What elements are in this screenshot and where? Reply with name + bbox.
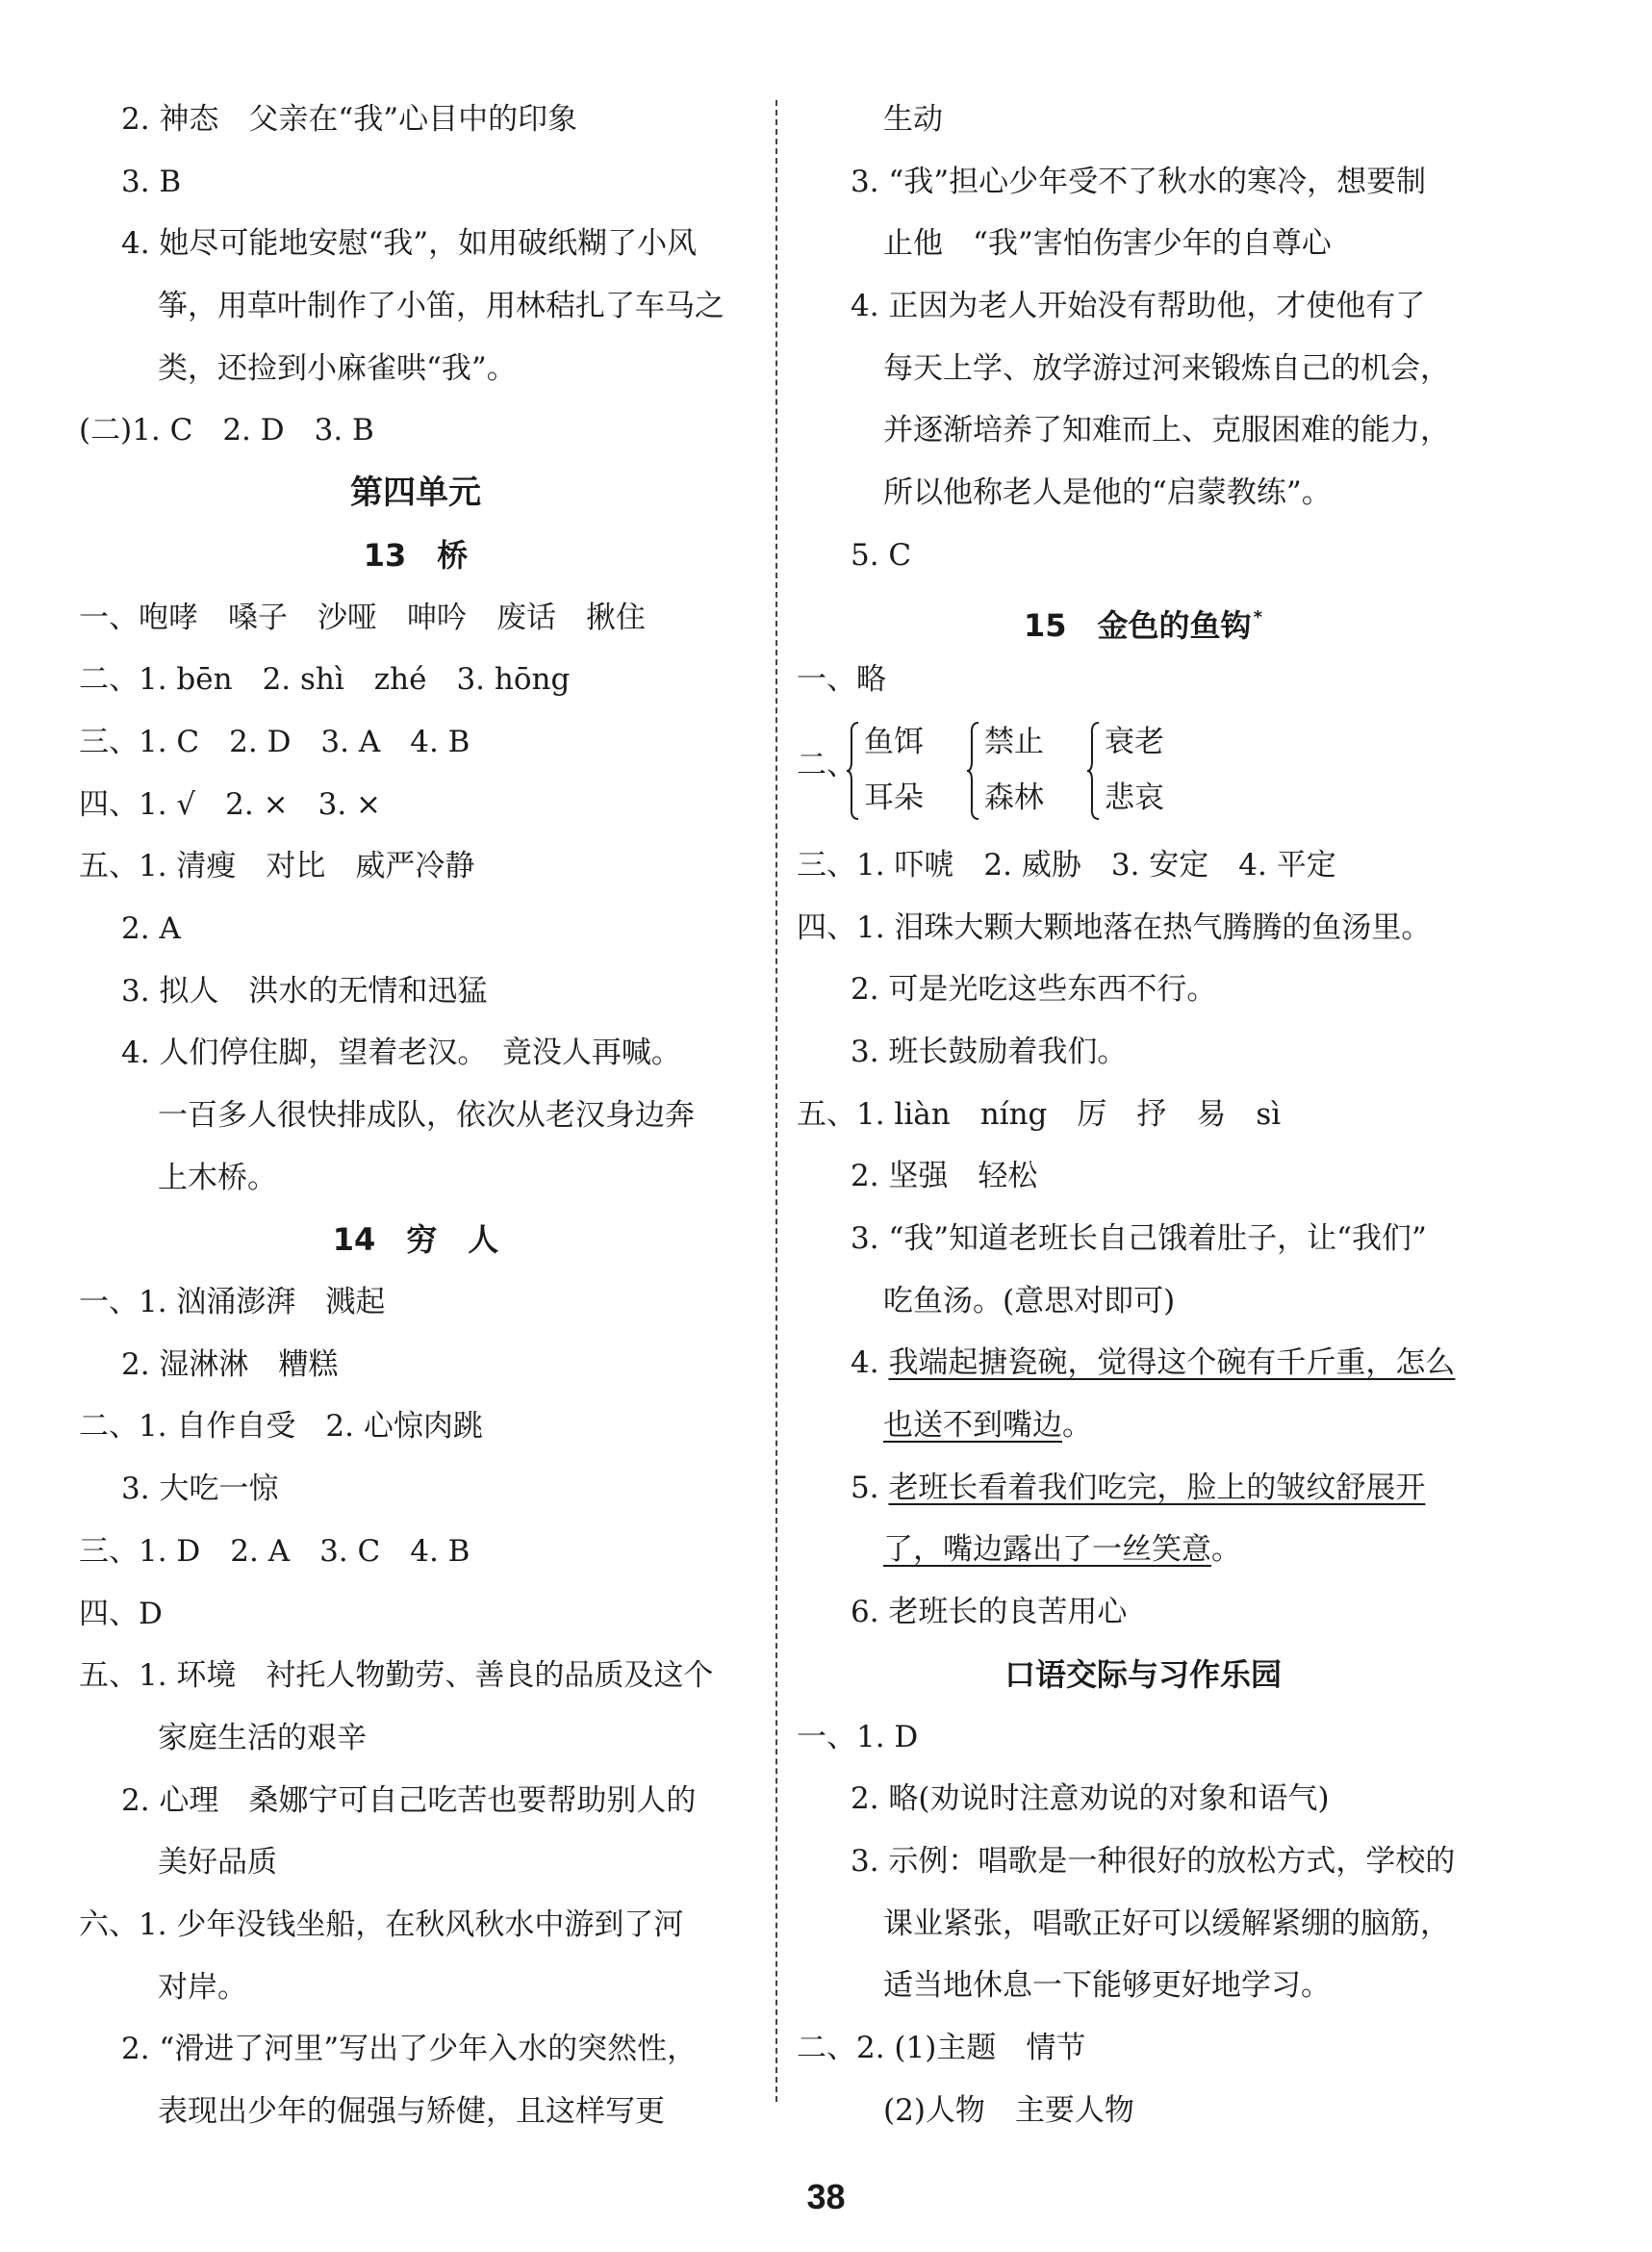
answer-line: 美好品质 — [158, 1845, 277, 1881]
answer-line: 4. 正因为老人开始没有帮助他，才使他有了 — [851, 289, 1426, 324]
section-heading — [79, 462, 752, 525]
answer-line: 五、1. liàn níng 厉 抒 易 sì — [797, 1096, 1282, 1132]
answer-line: 2. 可是光吃这些东西不行。 — [851, 972, 1217, 1008]
answer-line: 5. C — [851, 537, 912, 573]
answer-line: 一百多人很快排成队，依次从老汉身边奔 — [158, 1098, 695, 1133]
answer-line: 2. 略(劝说时注意劝说的对象和语气) — [851, 1781, 1330, 1817]
heading-asterisk: * — [1253, 606, 1262, 627]
answer-line: 2. 神态 父亲在“我”心目中的印象 — [121, 102, 578, 137]
answer-line: 筝，用草叶制作了小笛，用林秸扎了车马之 — [158, 289, 724, 324]
answer-line: 表现出少年的倔强与矫健，且这样写更 — [158, 2094, 665, 2129]
answer-line: 三、1. D 2. A 3. C 4. B — [79, 1533, 470, 1569]
answer-line: 并逐渐培养了知难而上、克服困难的能力， — [883, 413, 1450, 448]
answer-line: 二、1. bēn 2. shì zhé 3. hōng — [79, 662, 571, 698]
answer-line: 4. 人们停住脚，望着老汉。 竟没人再喊。 — [121, 1036, 681, 1071]
answer-line — [797, 1395, 1489, 1457]
section-heading-text: 15 金色的鱼钩 — [1024, 606, 1252, 644]
answer-line: 一、1. 汹涌澎湃 溅起 — [79, 1285, 386, 1320]
answer-line: 六、1. 少年没钱坐船，在秋风秋水中游到了河 — [79, 1907, 684, 1942]
brace-word: 森林 — [984, 780, 1044, 815]
brace-row-label: 二、 — [797, 747, 856, 782]
curly-brace-icon — [845, 715, 860, 827]
answer-line: (二)1. C 2. D 3. B — [79, 413, 374, 448]
answer-line: 五、1. 环境 衬托人物勤劳、善良的品质及这个 — [79, 1658, 714, 1694]
answer-line: 三、1. 吓唬 2. 威胁 3. 安定 4. 平定 — [797, 847, 1336, 883]
answer-line: 所以他称老人是他的“启蒙教练”。 — [883, 475, 1332, 511]
answer-line: 3. 班长鼓励着我们。 — [851, 1034, 1128, 1069]
section-heading-text: 第四单元 — [350, 473, 481, 513]
brace-answer-row — [797, 715, 1489, 829]
answer-line: 二、2. (1)主题 情节 — [797, 2030, 1086, 2065]
underlined-answer-text: 老班长看着我们吃完，脸上的皱纹舒展开 — [888, 1470, 1426, 1505]
answer-line: 2. “滑进了河里”写出了少年入水的突然性， — [121, 2032, 698, 2067]
answer-line: 对岸。 — [158, 1969, 247, 2005]
answer-line: 一、1. D — [797, 1719, 919, 1754]
answer-line: 五、1. 清瘦 对比 威严冷静 — [79, 849, 475, 884]
underlined-answer-text: 也送不到嘴边 — [883, 1408, 1062, 1444]
answer-line: 上木桥。 — [158, 1160, 277, 1195]
curly-brace-icon — [1085, 715, 1101, 827]
answer-number: 4. — [851, 1345, 889, 1381]
answer-number: 5. — [851, 1470, 889, 1505]
answer-line: 止他 “我”害怕伤害少年的自尊心 — [883, 226, 1332, 262]
brace-word: 禁止 — [984, 724, 1044, 759]
answer-line: 类，还捡到小麻雀哄“我”。 — [158, 350, 517, 386]
answer-line: 3. 拟人 洪水的无情和迅猛 — [121, 973, 488, 1009]
section-heading-text: 13 桥 — [363, 536, 469, 574]
section-heading — [797, 1644, 1489, 1706]
answer-line: 四、1. 泪珠大颗大颗地落在热气腾腾的鱼汤里。 — [797, 909, 1432, 945]
section-heading-text: 口语交际与习作乐园 — [1004, 1655, 1282, 1693]
answer-line: (2)人物 主要人物 — [883, 2092, 1134, 2128]
answer-line: 一、咆哮 嗓子 沙哑 呻吟 废话 揪住 — [79, 600, 646, 635]
answer-punctuation: 。 — [1062, 1408, 1092, 1444]
left-column — [79, 89, 752, 2143]
answer-line: 一、略 — [797, 662, 886, 698]
answer-line: 家庭生活的艰辛 — [158, 1720, 367, 1755]
underlined-answer-text: 我端起搪瓷碗，觉得这个碗有千斤重，怎么 — [888, 1345, 1456, 1381]
section-heading — [79, 525, 752, 587]
answer-punctuation: 。 — [1211, 1532, 1241, 1568]
answer-line — [797, 1519, 1489, 1581]
answer-line: 2. 湿淋淋 糟糕 — [121, 1346, 339, 1382]
answer-line: 三、1. C 2. D 3. A 4. B — [79, 724, 470, 759]
answer-line: 四、1. √ 2. × 3. × — [79, 786, 381, 822]
column-divider — [775, 100, 777, 2102]
answer-line: 二、1. 自作自受 2. 心惊肉跳 — [79, 1409, 483, 1445]
brace-word: 耳朵 — [864, 780, 924, 815]
section-heading — [797, 587, 1489, 650]
right-column — [797, 89, 1489, 2141]
answer-line — [797, 1332, 1489, 1395]
curly-brace-icon — [965, 715, 980, 827]
answer-line: 3. 示例：唱歌是一种很好的放松方式，学校的 — [851, 1843, 1456, 1879]
brace-word: 悲哀 — [1105, 780, 1164, 815]
brace-word: 衰老 — [1105, 724, 1164, 759]
answer-line: 4. 她尽可能地安慰“我”，如用破纸糊了小风 — [121, 226, 698, 262]
page-number: 38 — [806, 2177, 846, 2216]
answer-line: 吃鱼汤。(意思对即可) — [883, 1283, 1176, 1318]
answer-line: 适当地休息一下能够更好地学习。 — [883, 1968, 1331, 2004]
answer-line — [797, 1457, 1489, 1520]
answer-line: 6. 老班长的良苦用心 — [851, 1595, 1128, 1630]
section-heading — [79, 1209, 752, 1271]
brace-word: 鱼饵 — [864, 724, 924, 759]
answer-line: 3. “我”担心少年受不了秋水的寒冷，想要制 — [851, 164, 1427, 199]
section-heading-text: 14 穷 人 — [332, 1221, 499, 1259]
answer-line: 课业紧张，唱歌正好可以缓解紧绷的脑筋， — [883, 1906, 1450, 1941]
answer-line: 3. “我”知道老班长自己饿着肚子，让“我们” — [851, 1221, 1427, 1256]
answer-line: 生动 — [883, 102, 943, 137]
answer-line: 四、D — [79, 1596, 163, 1631]
answer-line: 2. A — [121, 910, 181, 946]
underlined-answer-text: 了，嘴边露出了一丝笑意 — [883, 1532, 1211, 1568]
answer-line: 3. 大吃一惊 — [121, 1471, 279, 1507]
answer-line: 2. 心理 桑娜宁可自己吃苦也要帮助别人的 — [121, 1782, 697, 1818]
answer-line: 每天上学、放学游过河来锻炼自己的机会， — [883, 350, 1450, 386]
answer-line: 2. 坚强 轻松 — [851, 1159, 1038, 1194]
answer-line: 3. B — [121, 164, 182, 199]
